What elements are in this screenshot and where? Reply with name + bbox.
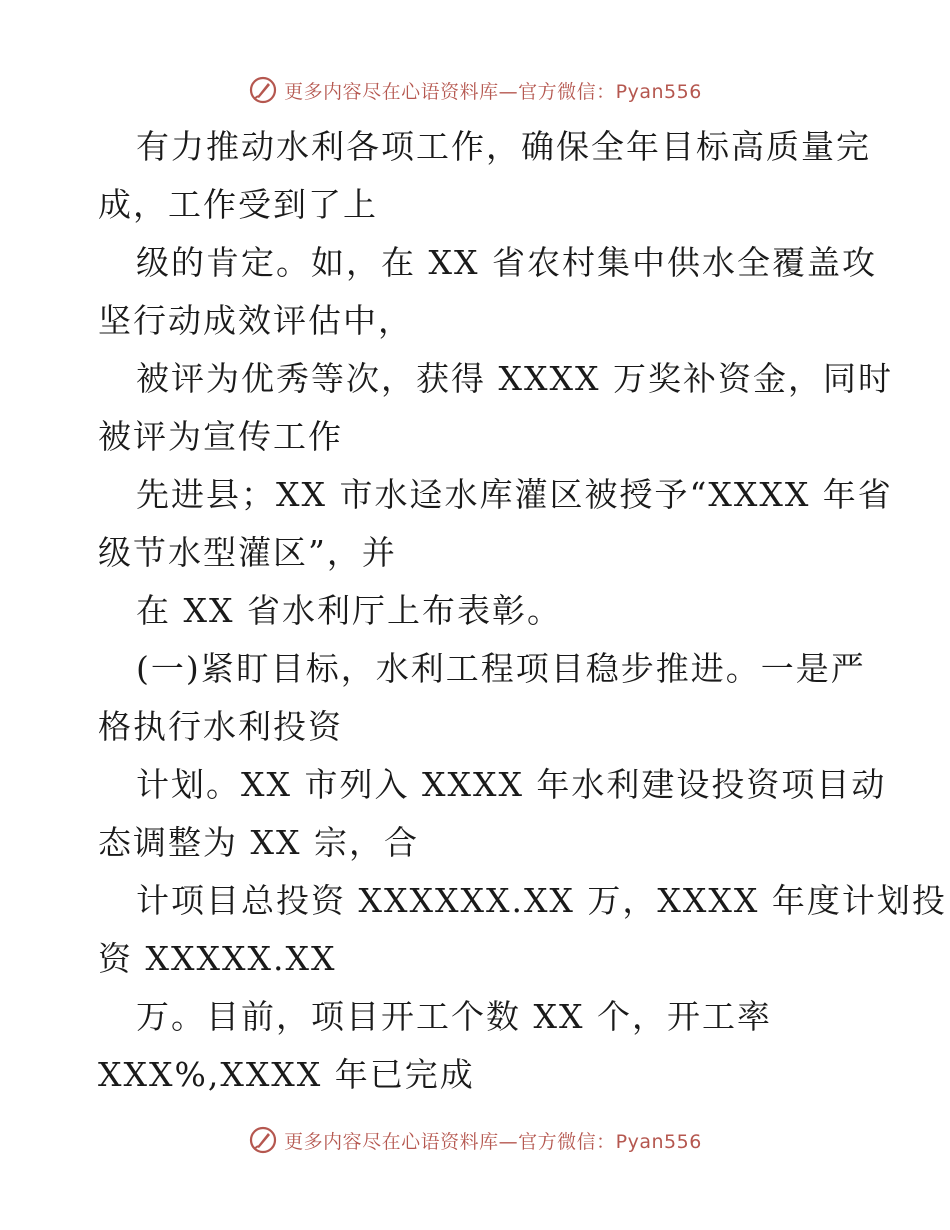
header-banner-text: 更多内容尽在心语资料库—官方微信：Pyan556 <box>284 80 702 103</box>
text-line: 先进县；XX 市水迳水库灌区被授予“XXXX 年省 <box>136 475 893 514</box>
text-line: 态调整为 XX 宗，合 <box>98 823 419 862</box>
text-line: 计项目总投资 XXXXXX.XX 万，XXXX 年度计划投 <box>136 881 947 920</box>
text-line: 格执行水利投资 <box>98 707 343 746</box>
header-banner <box>0 70 950 110</box>
text-line: 级的肯定。如，在 XX 省农村集中供水全覆盖攻 <box>136 243 877 282</box>
quill-logo-icon <box>248 1125 278 1155</box>
text-line: 被评为优秀等次，获得 XXXX 万奖补资金，同时 <box>136 359 893 398</box>
text-line: 资 XXXXX.XX <box>98 939 337 978</box>
text-line: 有力推动水利各项工作，确保全年目标高质量完 <box>136 127 871 166</box>
footer-banner-text: 更多内容尽在心语资料库—官方微信：Pyan556 <box>284 1130 702 1153</box>
text-line: 计划。XX 市列入 XXXX 年水利建设投资项目动 <box>136 765 887 804</box>
text-line: 被评为宣传工作 <box>98 417 343 456</box>
text-line: 成，工作受到了上 <box>98 185 378 224</box>
text-line: 级节水型灌区”，并 <box>98 533 397 572</box>
footer-banner <box>0 1120 950 1160</box>
quill-logo-icon <box>248 75 278 105</box>
text-line: 万。目前，项目开工个数 XX 个，开工率 <box>136 997 772 1036</box>
text-line: 在 XX 省水利厅上布表彰。 <box>136 591 562 630</box>
text-line: XXX%,XXXX 年已完成 <box>98 1055 475 1094</box>
text-line: (一)紧盯目标，水利工程项目稳步推进。一是严 <box>136 649 866 688</box>
text-line: 坚行动成效评估中， <box>98 301 413 340</box>
document-body <box>98 118 947 1104</box>
